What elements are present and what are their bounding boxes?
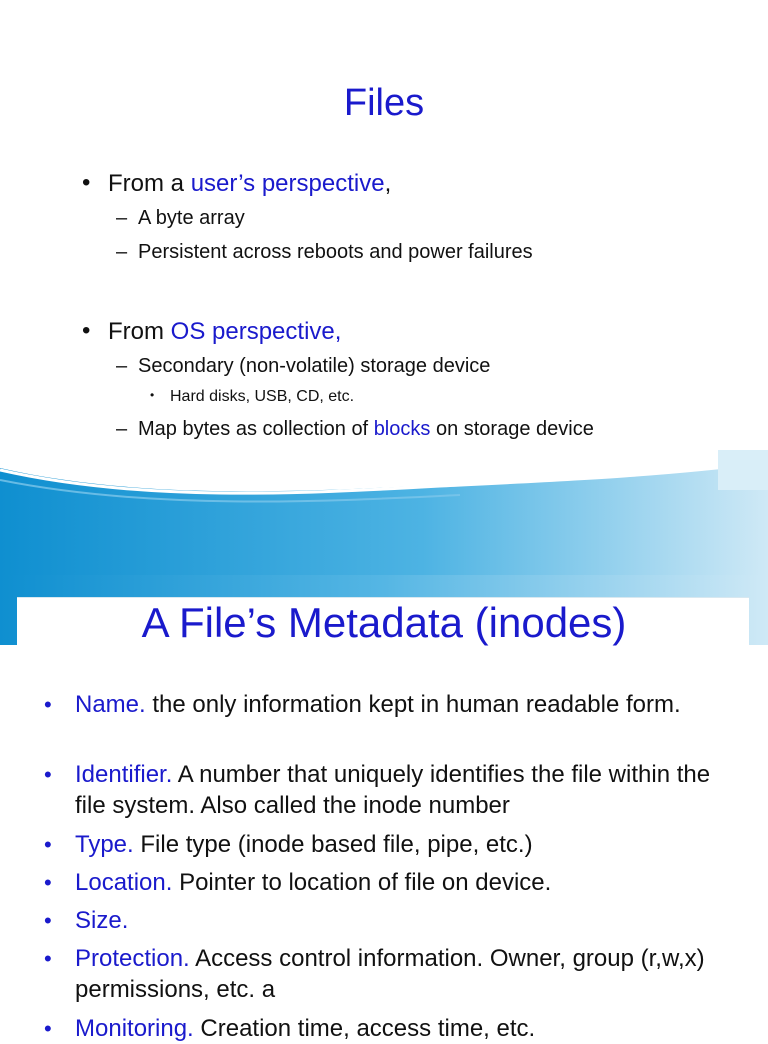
bullet-highlight: user’s perspective xyxy=(190,170,385,197)
slide-metadata xyxy=(0,575,768,1042)
bullet-prefix: From xyxy=(108,318,171,345)
bullet-dot-icon: • xyxy=(44,870,52,895)
bullet-dot-icon: • xyxy=(44,692,52,717)
bullet-text xyxy=(108,170,391,198)
item-term: Protection. xyxy=(75,945,190,972)
files-bullet-list xyxy=(0,0,768,460)
bullet-dot-icon: • xyxy=(82,169,91,196)
item-text xyxy=(75,1013,745,1044)
subitem-highlight: blocks xyxy=(373,418,431,440)
dash-icon: – xyxy=(116,418,128,440)
subitem-text: Secondary (non-volatile) storage device xyxy=(138,355,491,377)
subitem-suffix: on storage device xyxy=(430,418,594,440)
item-description: Pointer to location of file on device. xyxy=(172,869,552,896)
item-text xyxy=(75,829,745,860)
item-text xyxy=(75,943,745,1005)
bullet-prefix: From a xyxy=(108,170,191,197)
item-description: File type (inode based file, pipe, etc.) xyxy=(133,831,533,858)
bullet-dot-icon: • xyxy=(82,317,91,344)
item-description: Creation time, access time, etc. xyxy=(193,1015,536,1042)
bullet-suffix: , xyxy=(384,170,392,197)
subsubitem-text: Hard disks, USB, CD, etc. xyxy=(170,388,355,405)
bullet-dot-icon: • xyxy=(44,1016,52,1041)
item-term: Size. xyxy=(75,907,129,934)
subitem-text: A byte array xyxy=(138,207,245,229)
item-term: Type. xyxy=(75,831,134,858)
item-description: the only information kept in human readable form. xyxy=(145,691,681,718)
dash-icon: – xyxy=(116,241,128,263)
item-term: Identifier. xyxy=(75,761,173,788)
bullet-dot-icon: • xyxy=(44,908,52,933)
bullet-dot-icon: • xyxy=(44,762,52,787)
item-description: Access control information. Owner, group (r,w,x) permissions, etc. a xyxy=(75,945,705,1003)
subitem-text: Persistent across reboots and power failures xyxy=(138,241,533,263)
item-text xyxy=(75,905,745,936)
item-text xyxy=(75,867,745,898)
slide-title-metadata: A File’s Metadata (inodes) xyxy=(141,599,627,646)
item-term: Location. xyxy=(75,869,173,896)
item-description: A number that uniquely identifies the file within the file system. Also called the inode number xyxy=(75,761,711,819)
dash-icon: – xyxy=(116,207,128,229)
bullet-dot-icon: • xyxy=(44,832,52,857)
item-text xyxy=(75,759,745,821)
bullet-text xyxy=(108,318,341,346)
subitem-text xyxy=(138,418,594,441)
item-text xyxy=(75,689,745,720)
wave-decoration xyxy=(0,440,768,575)
subitem-prefix: Map bytes as collection of xyxy=(138,418,374,440)
item-term: Name. xyxy=(75,691,146,718)
bullet-dot-icon: • xyxy=(44,946,52,971)
small-dot-icon: • xyxy=(150,388,155,402)
bullet-highlight: OS perspective, xyxy=(170,318,342,345)
slide-title-files: Files xyxy=(343,82,425,124)
item-term: Monitoring. xyxy=(75,1015,194,1042)
dash-icon: – xyxy=(116,355,128,377)
